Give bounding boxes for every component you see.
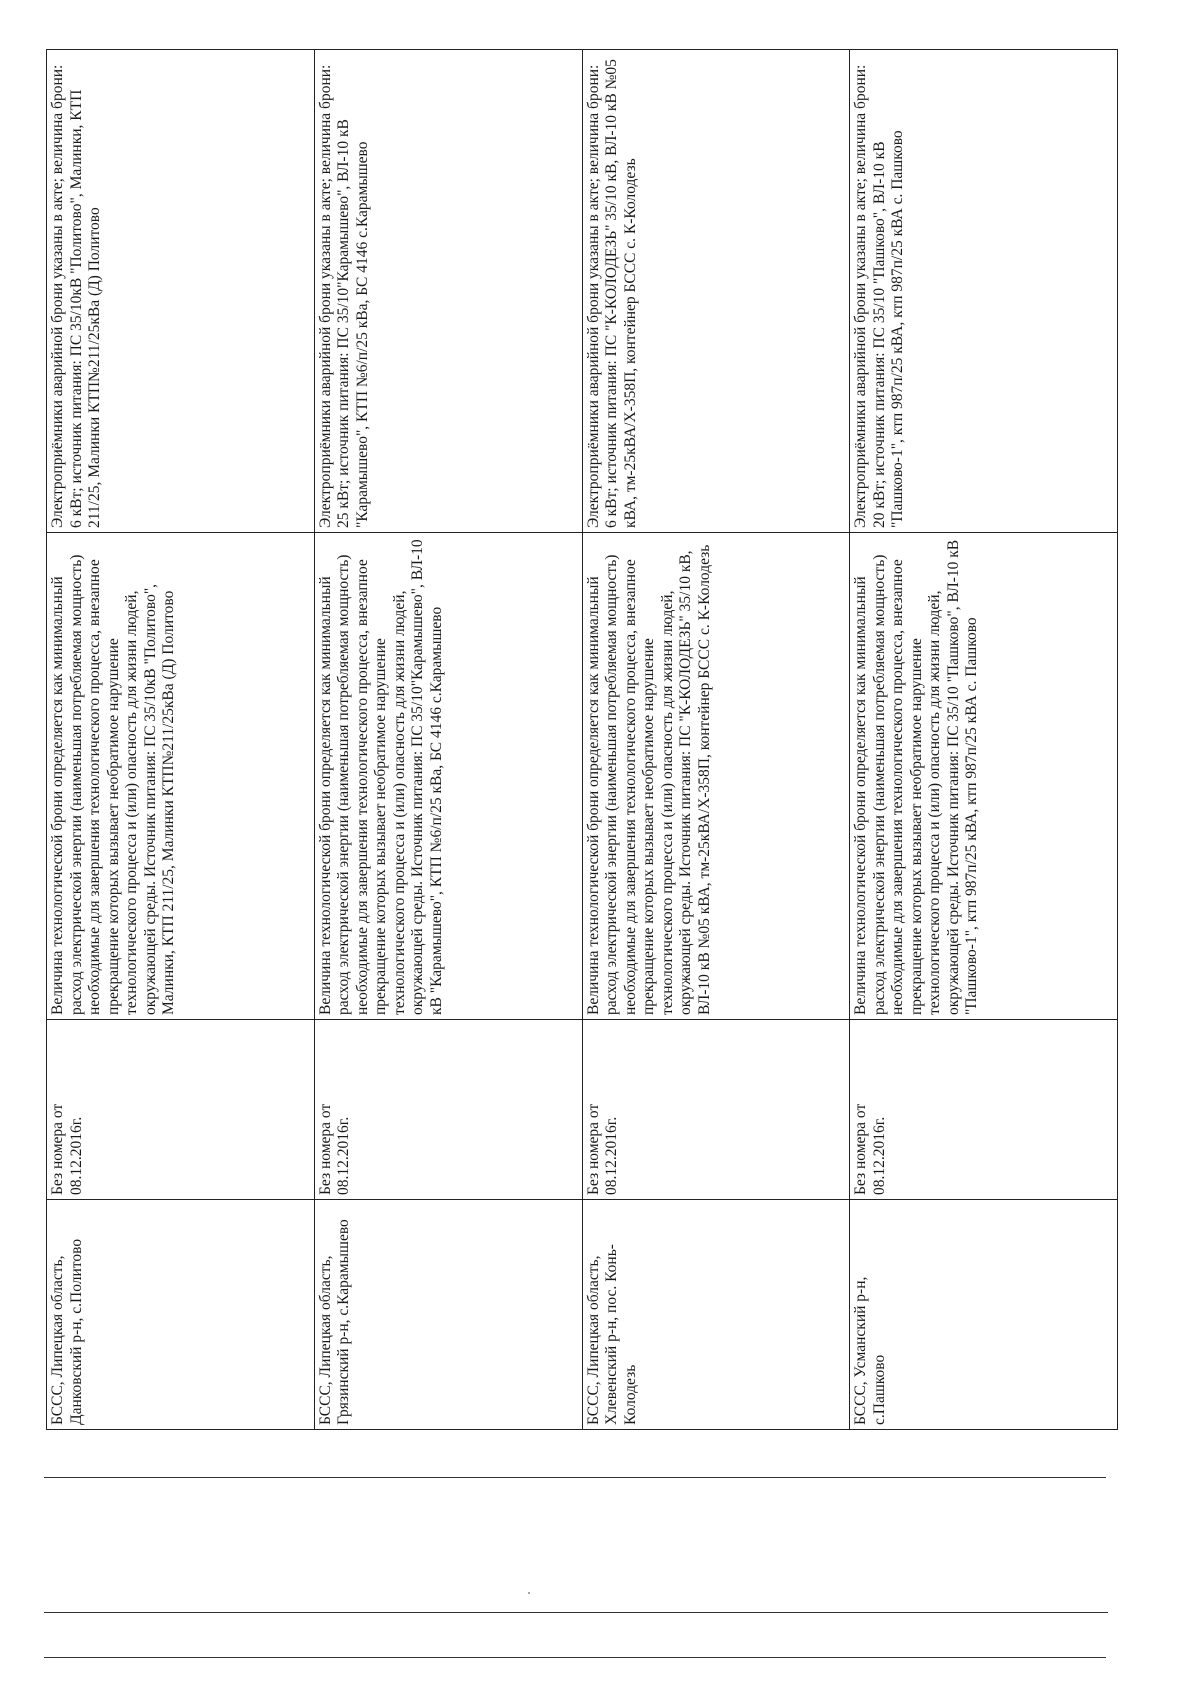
table-row [850,50,1118,1430]
power-reserve-table [46,49,1118,1430]
object-cell: БССС, Липецкая область, Грязинский р-н, с.Карамышево [314,1200,582,1430]
rule-line [44,1477,1106,1478]
emergency-reserve-cell: Электроприёмники аварийной брони указаны в акте; величина брони: 25 кВт; источник питания: ПС 35/10"Карамышево", ВЛ-10 кВ "Карамышево", КТП №6/п/25 кВа, БС 4146 с.Карамышево [314,50,582,533]
rule-line [44,1657,1106,1658]
object-cell: БССС, Липецкая область, Хлевенский р-н, пос. Конь-Колодезь [582,1200,850,1430]
act-cell: Без номера от 08.12.2016г. [47,1020,315,1200]
tech-reserve-cell: Величина технологической брони определяется как минимальный расход электрической энергии (наименьшая потребляемая мощность) необходимые для завершения технологического процесса, внезапное прекращение которых вызывает необратимое нарушение технологического процесса и (или) опасность для жизни людей, окружающей среды. Источник питания: ПС "К-КОЛОДЕЗЬ" 35/10 кВ, ВЛ-10 кВ №05 кВА, тм-25кВА/Х-358П, контейнер БССС с. К-Колодезь [582,533,850,1020]
tech-reserve-cell: Величина технологической брони определяется как минимальный расход электрической энергии (наименьшая потребляемая мощность) необходимые для завершения технологического процесса, внезапное прекращение которых вызывает необратимое нарушение технологического процесса и (или) опасность для жизни людей, окружающей среды. Источник питания: ПС 35/10 "Пашково", ВЛ-10 кВ "Пашково-1", ктп 987п/25 кВА, ктп 987п/25 кВА с. Пашково [850,533,1118,1020]
act-cell: Без номера от 08.12.2016г. [582,1020,850,1200]
rotated-table-wrapper [46,50,1118,1430]
act-cell: Без номера от 08.12.2016г. [850,1020,1118,1200]
emergency-reserve-cell: Электроприёмники аварийной брони указаны в акте; величина брони: 6 кВт; источник питания: ПС 35/10кВ "Политово", Малинки, КТП 211/25, Малинки КТП№211/25кВа (Д) Политово [47,50,315,533]
table-row [314,50,582,1430]
object-cell: БССС, Липецкая область, Данковский р-н, с.Политово [47,1200,315,1430]
table-row [582,50,850,1430]
emergency-reserve-cell: Электроприёмники аварийной брони указаны в акте; величина брони: 6 кВт; источник питания: ПС "К-КОЛОДЕЗЬ" 35/10 кВ, ВЛ-10 кВ №05 кВА, тм-25кВА/Х-358П, контейнер БССС с. К-Колодезь [582,50,850,533]
act-cell: Без номера от 08.12.2016г. [314,1020,582,1200]
tech-reserve-cell: Величина технологической брони определяется как минимальный расход электрической энергии (наименьшая потребляемая мощность) необходимые для завершения технологического процесса, внезапное прекращение которых вызывает необратимое нарушение технологического процесса и (или) опасность для жизни людей, окружающей среды. Источник питания: ПС 35/10"Карамышево", ВЛ-10 кВ "Карамышево", КТП №6/п/25 кВа, БС 4146 с.Карамышево [314,533,582,1020]
table-row [47,50,315,1430]
rule-line [44,1612,1108,1613]
object-cell: БССС, Усманский р-н, с.Пашково [850,1200,1118,1430]
tech-reserve-cell: Величина технологической брони определяется как минимальный расход электрической энергии (наименьшая потребляемая мощность) необходимые для завершения технологического процесса, внезапное прекращение которых вызывает необратимое нарушение технологического процесса и (или) опасность для жизни людей, окружающей среды. Источник питания: ПС 35/10кВ "Политово", Малинки, КТП 211/25, Малинки КТП№211/25кВа (Д) Политово [47,533,315,1020]
scan-speck [528,1592,530,1594]
emergency-reserve-cell: Электроприёмники аварийной брони указаны в акте; величина брони: 20 кВт; источник питания: ПС 35/10 "Пашково", ВЛ-10 кВ "Пашково-1", ктп 987п/25 кВА, ктп 987п/25 кВА с. Пашково [850,50,1118,533]
